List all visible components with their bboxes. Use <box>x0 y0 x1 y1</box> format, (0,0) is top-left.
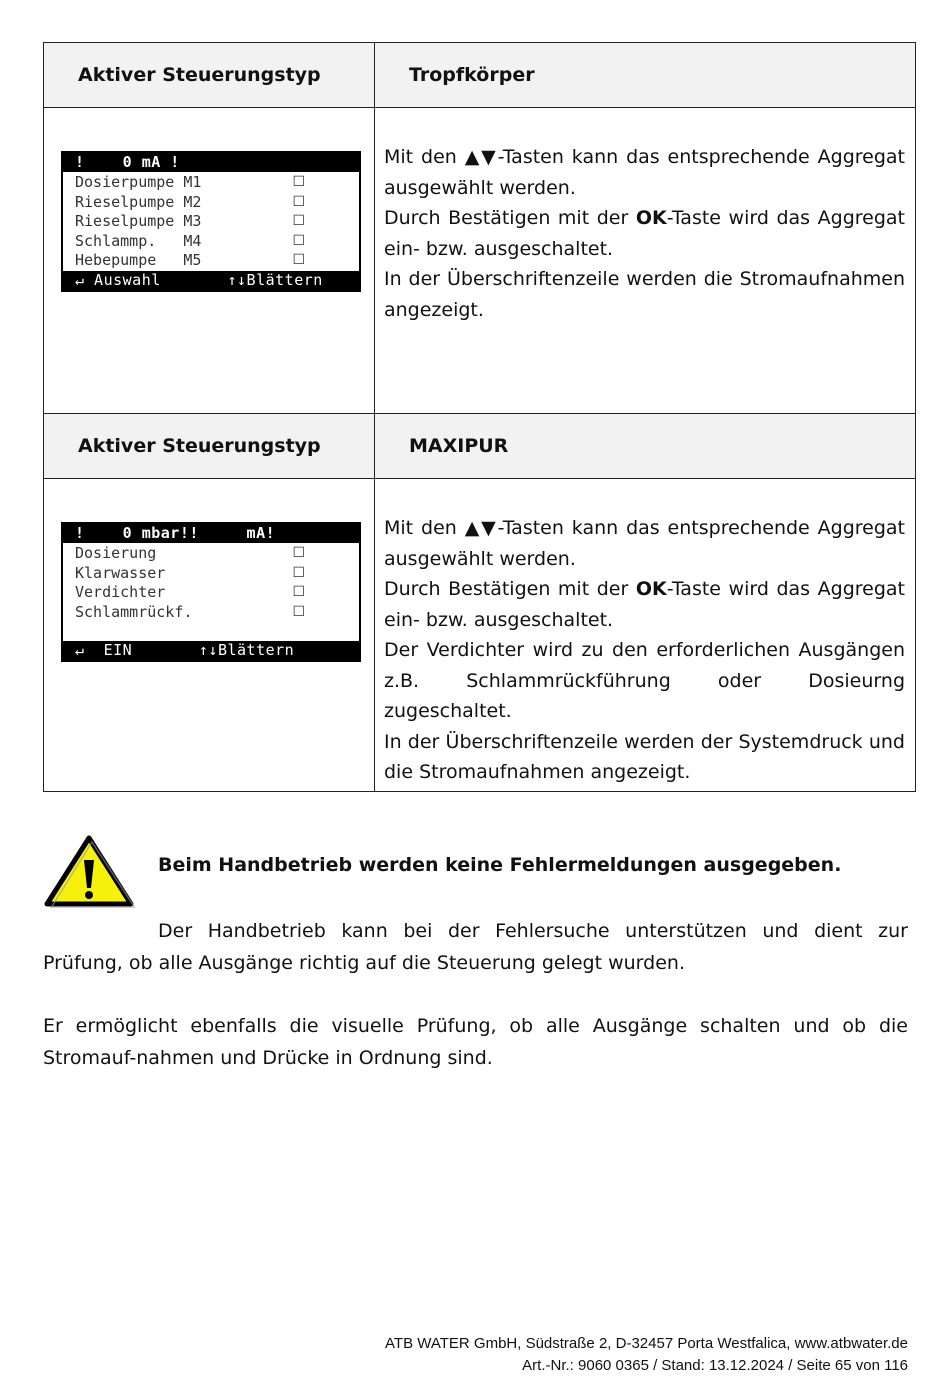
checkbox-icon: ☐ <box>292 564 305 581</box>
body-paragraph: Er ermöglicht ebenfalls die visuelle Prüfung, ob alle Ausgänge schalten und ob die Stromauf-nahmen und Drücke in Ordnung sind. <box>43 1015 908 1069</box>
arrow-keys-icon: ▲▼ <box>464 146 498 168</box>
lcd-row: Schlammp. M4 ☐ <box>75 231 305 250</box>
paragraph: Durch Bestätigen mit der OK-Taste wird das Aggregat ein- bzw. ausgeschaltet. <box>384 207 906 260</box>
paragraph: In der Überschriftenzeile werden der Systemdruck und die Stromaufnahmen angezeigt. <box>384 730 905 783</box>
display-cell <box>44 108 375 414</box>
lcd-display-tropfkoerper <box>61 151 361 292</box>
description-cell <box>375 108 916 414</box>
table-header-label: Aktiver Steuerungstyp <box>44 43 375 108</box>
warning-icon <box>43 832 135 908</box>
warning-title: Beim Handbetrieb werden keine Fehlermeldungen ausgegeben. <box>158 854 842 876</box>
lcd-row: Rieselpumpe M2 ☐ <box>75 192 305 211</box>
checkbox-icon: ☐ <box>292 545 305 561</box>
paragraph: Durch Bestätigen mit der OK-Taste wird das Aggregat ein- bzw. ausgeschaltet. <box>384 578 906 631</box>
lcd-row: Dosierung ☐ <box>75 544 305 562</box>
footer-article: Art.-Nr.: 9060 0365 / Stand: 13.12.2024 / Seite 65 von 116 <box>522 1357 908 1374</box>
checkbox-icon: ☐ <box>292 603 305 620</box>
lcd-row: Hebepumpe M5 ☐ <box>75 251 305 270</box>
lcd-row: Klarwasser ☐ <box>75 563 305 582</box>
paragraph: Der Verdichter wird zu den erforderlichen Ausgängen z.B. Schlammrückführung oder Dosieurng zugeschaltet. <box>384 639 905 722</box>
table-header-label: Aktiver Steuerungstyp <box>44 414 375 479</box>
arrow-keys-icon: ▲▼ <box>464 517 498 539</box>
table-header-type: MAXIPUR <box>375 414 916 479</box>
lcd-header: ! 0 mA ! <box>63 153 359 172</box>
description-cell <box>375 479 916 792</box>
paragraph: Mit den ▲▼-Tasten kann das entsprechende Aggregat ausgewählt werden. <box>384 146 905 199</box>
checkbox-icon: ☐ <box>292 232 305 249</box>
lcd-footer: ↵ EIN ↑↓Blättern <box>63 641 359 660</box>
checkbox-icon: ☐ <box>292 252 305 269</box>
control-type-table <box>43 42 916 792</box>
warning-paragraph: Der Handbetrieb kann bei der Fehlersuche unterstützen und dient zur Prüfung, ob alle Ausgänge richtig auf die Steuerung gelegt wurden. <box>43 920 908 974</box>
table-header-type: Tropfkörper <box>375 43 916 108</box>
checkbox-icon: ☐ <box>292 193 305 210</box>
footer-company: ATB WATER GmbH, Südstraße 2, D-32457 Porta Westfalica, www.atbwater.de <box>385 1335 908 1352</box>
lcd-row: Rieselpumpe M3 ☐ <box>75 212 305 231</box>
page-footer <box>385 1333 908 1377</box>
display-cell <box>44 479 375 792</box>
lcd-display-maxipur <box>61 522 361 662</box>
lcd-header: ! 0 mbar!! mA! <box>63 524 359 543</box>
paragraph: Mit den ▲▼-Tasten kann das entsprechende Aggregat ausgewählt werden. <box>384 517 905 570</box>
checkbox-icon: ☐ <box>292 213 305 230</box>
lcd-footer: ↵ Auswahl ↑↓Blättern <box>63 271 359 290</box>
lcd-row: Schlammrückf. ☐ <box>75 602 305 621</box>
lcd-row: Dosierpumpe M1 ☐ <box>75 173 305 191</box>
checkbox-icon: ☐ <box>292 174 305 190</box>
lcd-row: Verdichter ☐ <box>75 583 305 602</box>
paragraph: In der Überschriftenzeile werden die Stromaufnahmen angezeigt. <box>384 268 905 321</box>
checkbox-icon: ☐ <box>292 584 305 601</box>
